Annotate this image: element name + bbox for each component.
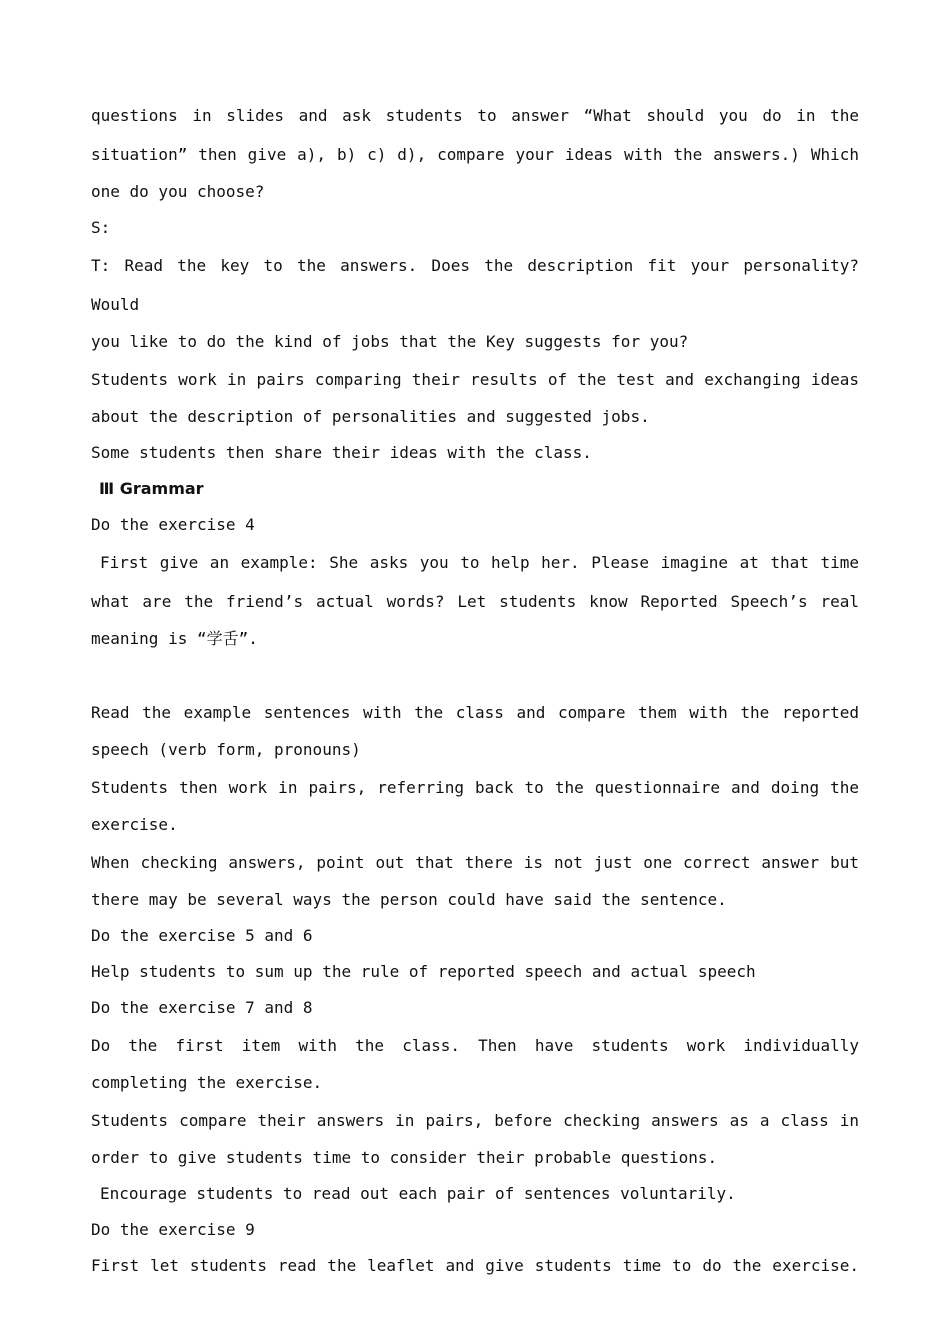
paragraph-line: what are the friend’s actual words? Let students know Reported Speech’s real	[91, 592, 859, 611]
paragraph-line: Encourage students to read out each pair of sentences voluntarily.	[100, 1184, 736, 1203]
paragraph-line: there may be several ways the person could have said the sentence.	[91, 890, 727, 909]
paragraph-line: questions in slides and ask students to answer “What should you do in the	[91, 106, 859, 125]
paragraph-line: First give an example: She asks you to help her. Please imagine at that time	[100, 553, 859, 572]
paragraph-line: First let students read the leaflet and give students time to do the exercise.	[91, 1256, 859, 1275]
student-response-label: S:	[91, 218, 111, 237]
blank-line	[91, 657, 859, 693]
paragraph-line: completing the exercise.	[91, 1073, 323, 1092]
paragraph-line: you like to do the kind of jobs that the Key suggests for you?	[91, 332, 689, 351]
paragraph-line: Help students to sum up the rule of reported speech and actual speech	[91, 962, 756, 981]
paragraph-line: Students compare their answers in pairs, before checking answers as a class in	[91, 1111, 859, 1130]
paragraph-line: When checking answers, point out that there is not just one correct answer but	[91, 853, 859, 872]
paragraph-line: meaning is “学舌”.	[91, 629, 258, 648]
paragraph-line: order to give students time to consider their probable questions.	[91, 1148, 718, 1167]
paragraph-line: exercise.	[91, 815, 178, 834]
exercise-label: Do the exercise 7 and 8	[91, 998, 313, 1017]
section-heading-grammar: Ⅲ Grammar	[99, 479, 204, 498]
paragraph-line: about the description of personalities and suggested jobs.	[91, 407, 650, 426]
exercise-label: Do the exercise 9	[91, 1220, 255, 1239]
paragraph-line: Read the example sentences with the class and compare them with the reported	[91, 703, 859, 722]
exercise-label: Do the exercise 5 and 6	[91, 926, 313, 945]
paragraph-line: Students then work in pairs, referring back to the questionnaire and doing the	[91, 778, 859, 797]
paragraph-line: T: Read the key to the answers. Does the description fit your personality? Would	[91, 256, 859, 314]
paragraph-line: speech (verb form, pronouns)	[91, 740, 361, 759]
document-body	[91, 96, 859, 1284]
paragraph-line: Students work in pairs comparing their results of the test and exchanging ideas	[91, 370, 859, 389]
paragraph-line: one do you choose?	[91, 182, 265, 201]
exercise-label: Do the exercise 4	[91, 515, 255, 534]
paragraph-line: situation” then give a), b) c) d), compare your ideas with the answers.) Which	[91, 145, 859, 164]
paragraph-line: Some students then share their ideas with the class.	[91, 443, 592, 462]
paragraph-line: Do the first item with the class. Then have students work individually	[91, 1036, 859, 1055]
